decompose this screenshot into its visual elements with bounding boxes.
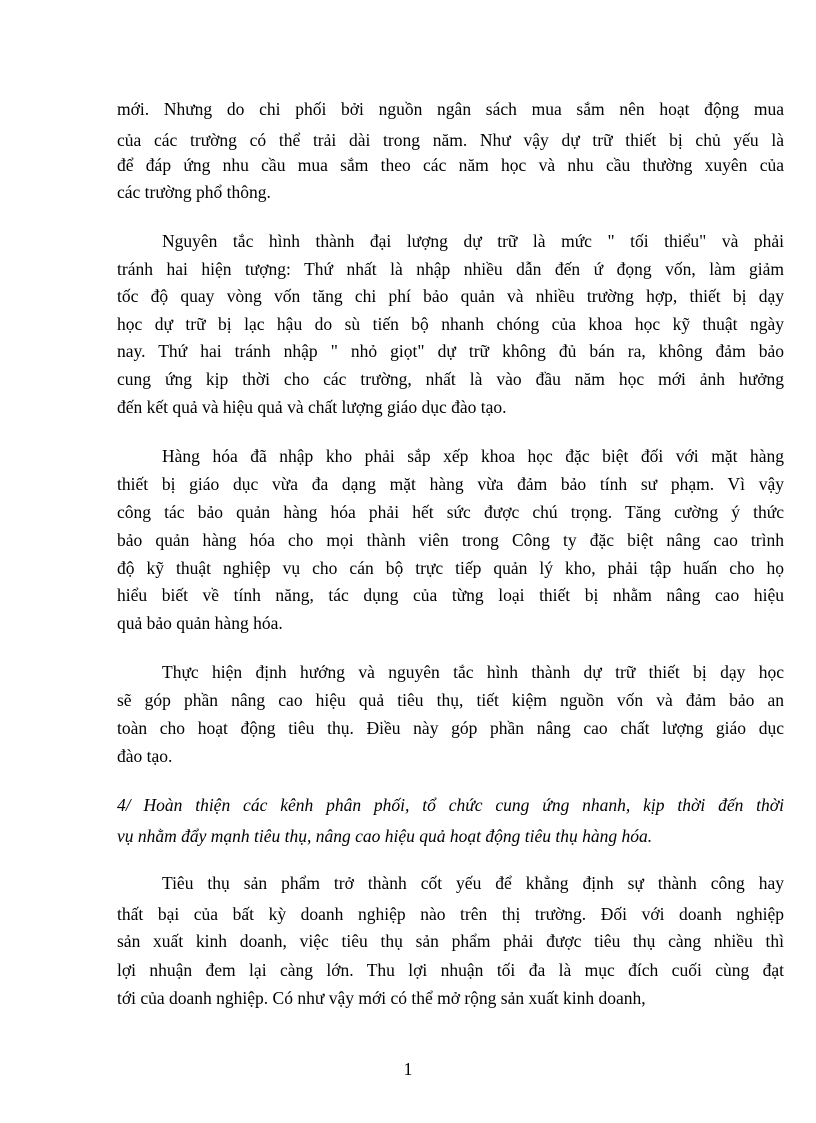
paragraph-5-line-2: thất bại của bất kỳ doanh nghiệp nào trên thị trường. Đối với doanh nghiệp [117,904,784,924]
paragraph-5-line-3: sản xuất kinh doanh, việc tiêu thụ sản phẩm phải được tiêu thụ càng nhiều thì [117,931,784,951]
page-number: 1 [403,1059,413,1079]
paragraph-4-line-2: sẽ góp phần nâng cao hiệu quả tiêu thụ, tiết kiệm nguồn vốn và đảm bảo an [117,690,784,710]
paragraph-5-line-5: tới của doanh nghiệp. Có như vậy mới có thể mở rộng sản xuất kinh doanh, [117,988,646,1008]
paragraph-4-line-3: toàn cho hoạt động tiêu thụ. Điều này góp phần nâng cao chất lượng giáo dục [117,718,784,738]
paragraph-3-line-6: hiểu biết về tính năng, tác dụng của từng loại thiết bị nhằm nâng cao hiệu [117,585,784,605]
paragraph-1-line-2: của các trường có thể trải dài trong năm. Như vậy dự trữ thiết bị chủ yếu là [117,130,784,150]
paragraph-2-line-1: Nguyên tắc hình thành đại lượng dự trữ là mức " tối thiểu" và phải [162,231,784,251]
paragraph-2-line-7: đến kết quả và hiệu quả và chất lượng giáo dục đào tạo. [117,397,507,417]
paragraph-3-line-3: công tác bảo quản hàng hóa phải hết sức được chú trọng. Tăng cường ý thức [117,502,784,522]
section-heading-line-1: 4/ Hoàn thiện các kênh phân phối, tổ chức cung ứng nhanh, kịp thời đến thời [117,795,784,815]
paragraph-1-line-1: mới. Nhưng do chi phối bởi nguồn ngân sách mua sắm nên hoạt động mua [117,99,784,119]
paragraph-2-line-6: cung ứng kịp thời cho các trường, nhất là vào đầu năm học mới ảnh hưởng [117,369,784,389]
paragraph-4-line-4: đào tạo. [117,746,173,766]
paragraph-5-line-1: Tiêu thụ sản phẩm trở thành cốt yếu để khẳng định sự thành công hay [162,873,784,893]
section-heading-line-2: vụ nhằm đẩy mạnh tiêu thụ, nâng cao hiệu quả hoạt động tiêu thụ hàng hóa. [117,826,653,846]
paragraph-3-line-5: độ kỹ thuật nghiệp vụ cho cán bộ trực tiếp quản lý kho, phải tập huấn cho họ [117,558,784,578]
paragraph-3-line-2: thiết bị giáo dục vừa đa dạng mặt hàng vừa đảm bảo tính sư phạm. Vì vậy [117,474,784,494]
paragraph-4-line-1: Thực hiện định hướng và nguyên tắc hình thành dự trữ thiết bị dạy học [162,662,784,682]
paragraph-1-line-3: để đáp ứng nhu cầu mua sắm theo các năm học và nhu cầu thường xuyên của [117,155,784,175]
paragraph-3-line-7: quả bảo quản hàng hóa. [117,613,283,633]
paragraph-2-line-5: nay. Thứ hai tránh nhập " nhỏ giọt" dự trữ không đủ bán ra, không đảm bảo [117,341,784,361]
paragraph-2-line-4: học dự trữ bị lạc hậu do sù tiến bộ nhanh chóng của khoa học kỹ thuật ngày [117,314,784,334]
paragraph-1-line-4: các trường phổ thông. [117,182,271,202]
paragraph-5-line-4: lợi nhuận đem lại càng lớn. Thu lợi nhuận tối đa là mục đích cuối cùng đạt [117,960,784,980]
paragraph-3-line-4: bảo quản hàng hóa cho mọi thành viên trong Công ty đặc biệt nâng cao trình [117,530,784,550]
paragraph-2-line-3: tốc độ quay vòng vốn tăng chi phí bảo quản và nhiều trường hợp, thiết bị dạy [117,286,784,306]
paragraph-3-line-1: Hàng hóa đã nhập kho phải sắp xếp khoa học đặc biệt đối với mặt hàng [162,446,784,466]
paragraph-2-line-2: tránh hai hiện tượng: Thứ nhất là nhập nhiều dẫn đến ứ đọng vốn, làm giảm [117,259,784,279]
